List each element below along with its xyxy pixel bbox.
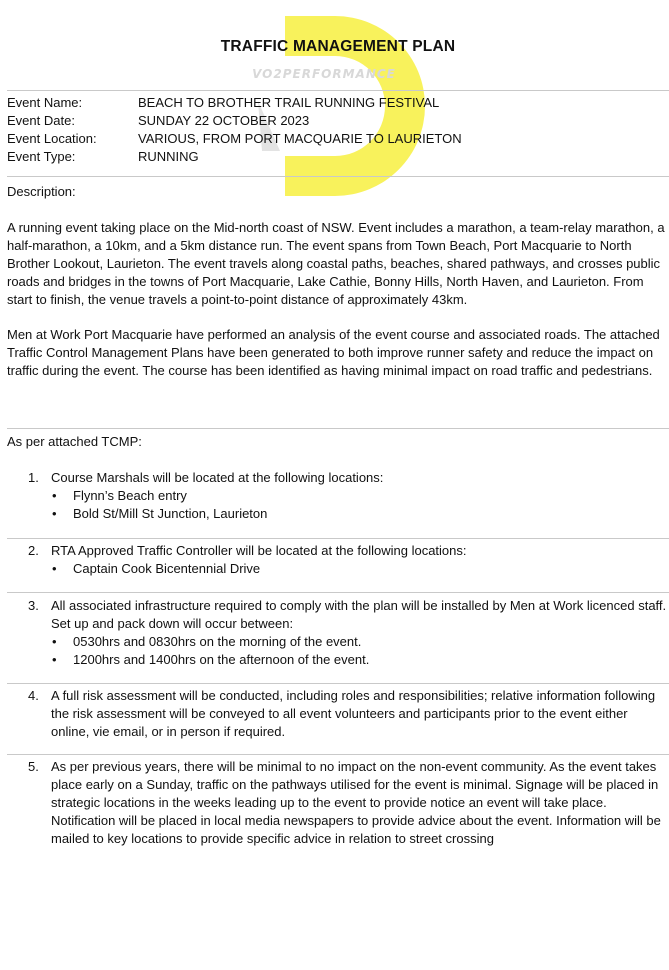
bullet-item: [51, 487, 667, 505]
event-date-row: [7, 112, 667, 130]
event-details: [7, 94, 667, 166]
event-date-label: Event Date:: [7, 113, 75, 128]
event-date-value: SUNDAY 22 OCTOBER 2023: [138, 113, 310, 128]
description-heading: Description:: [7, 184, 76, 199]
bullet-text: Bold St/Mill St Junction, Laurieton: [73, 506, 268, 521]
event-name-label: Event Name:: [7, 95, 83, 110]
bullet-text: 1200hrs and 1400hrs on the afternoon of the event.: [73, 652, 370, 667]
logo-wordmark: VO2PERFORMANCE: [252, 67, 396, 81]
description-paragraph-2: Men at Work Port Macquarie have performed an analysis of the event course and associated roads. The attached Traffic Control Management Plans have been generated to both improve runner safety and reduce the impact on traffic during the event. The course has been identified as having minimal impact on road traffic and pedestrians.: [7, 327, 660, 378]
event-type-value: RUNNING: [138, 149, 199, 164]
description-paragraph-1: A running event taking place on the Mid-north coast of NSW. Event includes a marathon, a team-relay marathon, a half-marathon, a 10km, and a 5km distance run. The event spans from Town Beach, Port Macquarie to North Brother Lookout, Laurieton. The event travels along coastal paths, beaches, shared pathways, and crosses public roads and bridges in the towns of Port Macquarie, Lake Cathie, Bonny Hills, North Haven, and Laurieton. From start to finish, the venue travels a point-to-point distance of approximately 43km.: [7, 220, 665, 307]
divider: [7, 428, 669, 429]
tcmp-item-1: [7, 469, 667, 523]
bullet-list: [51, 487, 667, 523]
divider: [7, 90, 669, 91]
event-location-label: Event Location:: [7, 131, 97, 146]
tcmp-heading: As per attached TCMP:: [7, 434, 142, 449]
divider: [7, 683, 669, 684]
bullet-item: [51, 633, 667, 651]
bullet-text: Flynn’s Beach entry: [73, 488, 187, 503]
item-text: A full risk assessment will be conducted, including roles and responsibilities; relative information following the risk assessment will be conveyed to all event volunteers and participants prior to the event either online, vie email, or in person if required.: [51, 688, 656, 739]
bullet-text: 0530hrs and 0830hrs on the morning of the event.: [73, 634, 362, 649]
event-location-value: VARIOUS, FROM PORT MACQUARIE TO LAURIETON: [138, 131, 462, 146]
bullet-icon: •: [52, 634, 57, 649]
bullet-list: [51, 560, 667, 578]
tcmp-item-2: [7, 542, 667, 578]
bullet-icon: •: [52, 561, 57, 576]
bullet-item: [51, 651, 667, 669]
bullet-list: [51, 633, 667, 669]
divider: [7, 592, 669, 593]
bullet-icon: •: [52, 652, 57, 667]
bullet-text: Captain Cook Bicentennial Drive: [73, 561, 261, 576]
bullet-item: [51, 505, 667, 523]
item-text: Course Marshals will be located at the following locations:: [51, 470, 384, 485]
item-number: 2.: [28, 543, 39, 558]
tcmp-item-5: [7, 758, 667, 848]
tcmp-item-4: [7, 687, 667, 741]
bullet-item: [51, 560, 667, 578]
item-text: RTA Approved Traffic Controller will be located at the following locations:: [51, 543, 467, 558]
event-name-row: [7, 94, 667, 112]
divider: [7, 754, 669, 755]
divider: [7, 538, 669, 539]
page-title: TRAFFIC MANAGEMENT PLAN: [220, 38, 456, 55]
tcmp-item-3: [7, 597, 667, 669]
event-name-value: BEACH TO BROTHER TRAIL RUNNING FESTIVAL: [138, 95, 440, 110]
item-text: As per previous years, there will be minimal to no impact on the non-event community. As the event takes place early on a Sunday, traffic on the pathways utilised for the event is minimal. Signage will be placed in strategic locations in the weeks leading up to the event to provide notice an event will take place. Notification will be placed in local media newspapers to provide advice about the event. Information will be mailed to key locations to provide specific advice in relation to street crossing: [51, 759, 661, 846]
item-number: 1.: [28, 470, 39, 485]
item-text: All associated infrastructure required to comply with the plan will be installed by Men at Work licenced staff. Set up and pack down will occur between:: [51, 598, 667, 631]
event-type-label: Event Type:: [7, 149, 76, 164]
event-location-row: [7, 130, 667, 148]
bullet-icon: •: [52, 488, 57, 503]
item-number: 3.: [28, 598, 39, 613]
bullet-icon: •: [52, 506, 57, 521]
divider: [7, 176, 669, 177]
item-number: 4.: [28, 688, 39, 703]
item-number: 5.: [28, 759, 39, 774]
event-type-row: [7, 148, 667, 166]
